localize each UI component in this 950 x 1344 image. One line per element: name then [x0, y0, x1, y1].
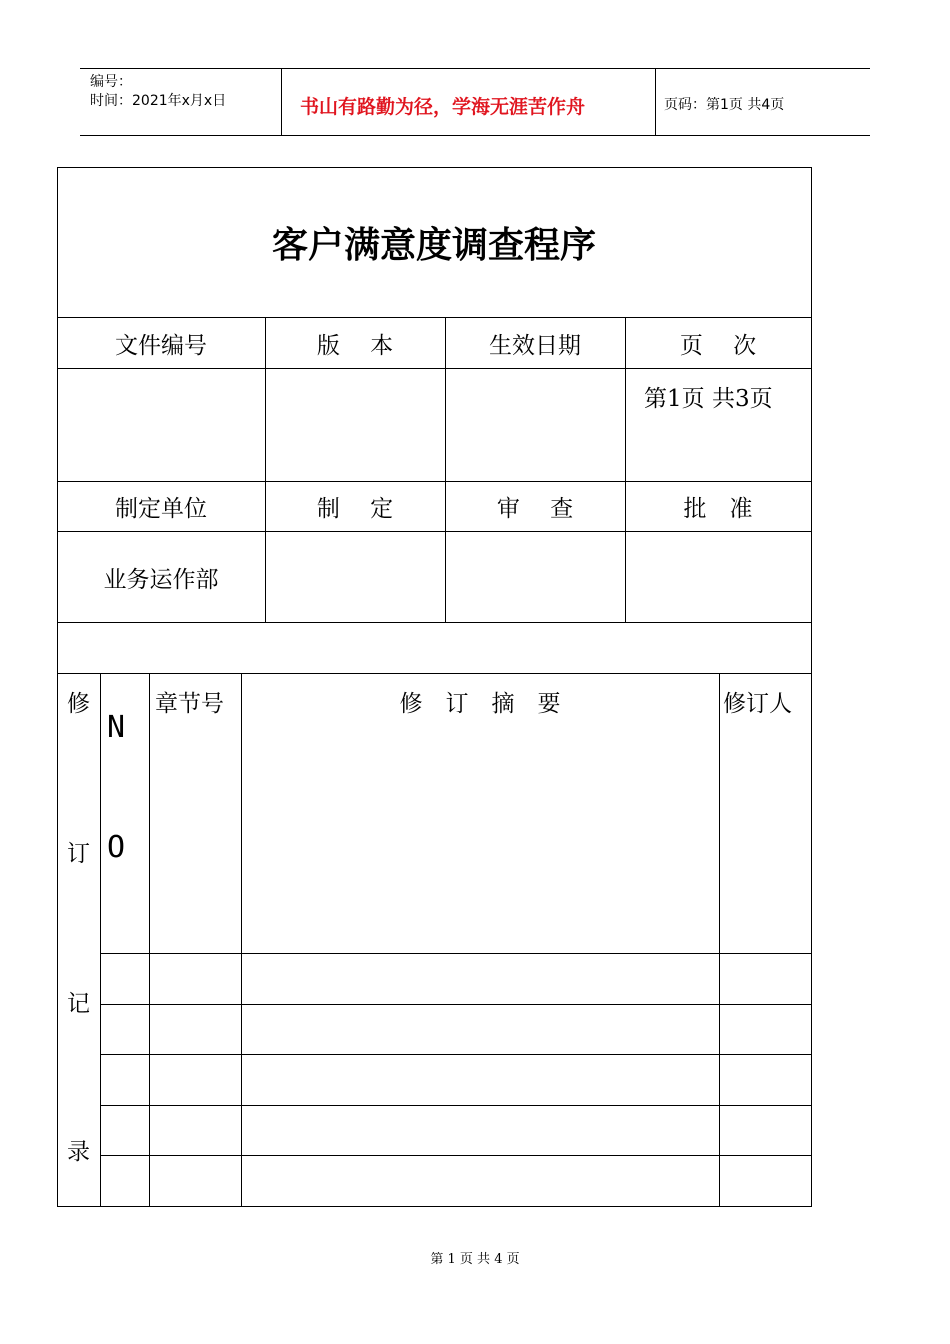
- form-rule: [100, 1155, 811, 1156]
- revision-col-reviser: 修订人: [723, 691, 792, 717]
- form-rule: [57, 368, 811, 369]
- form-rule: [57, 673, 811, 674]
- revision-col-divider: [241, 673, 242, 1206]
- form-rule: [100, 1105, 811, 1106]
- department-value: 业务运作部: [103, 566, 219, 593]
- page-footer: 第 1 页 共 4 页: [430, 1252, 520, 1267]
- form-rule: [100, 1054, 811, 1055]
- revision-side-label: 记: [67, 991, 90, 1017]
- form-rule: [100, 1004, 811, 1005]
- revision-col-chapter: 章节号: [155, 691, 224, 717]
- revision-side-label: 订: [67, 841, 90, 867]
- header-time-label: 时间：2021年x月x日: [90, 93, 227, 109]
- approval-header-prepared: 制 定: [316, 496, 394, 522]
- approval-header-department: 制定单位: [115, 496, 207, 522]
- revision-col-divider: [100, 673, 101, 1206]
- header-number-label: 编号：: [90, 74, 132, 90]
- revision-side-label: 录: [67, 1139, 90, 1165]
- header-bottom-rule: [80, 135, 870, 136]
- header-motto: 书山有路勤为径，学海无涯苦作舟: [300, 96, 586, 118]
- info-header-page-count: 页 次: [679, 332, 757, 359]
- approval-header-reviewed: 审 查: [496, 496, 574, 522]
- form-border-bottom: [57, 1206, 811, 1207]
- revision-no-label: N: [107, 710, 126, 745]
- info-header-version: 版 本: [316, 332, 394, 359]
- header-page-code: 页码：第1页 共4页: [664, 97, 785, 113]
- revision-no-label: O: [107, 830, 126, 865]
- header-top-rule: [80, 68, 870, 69]
- revision-col-summary: 修 订 摘 要: [399, 691, 561, 717]
- form-rule: [100, 953, 811, 954]
- form-rule: [57, 622, 811, 623]
- page-count-value: 第1页 共3页: [644, 386, 773, 412]
- approval-header-approved: 批 准: [683, 496, 753, 522]
- header-divider-right: [655, 68, 656, 136]
- revision-col-divider: [719, 673, 720, 1206]
- info-header-file-number: 文件编号: [115, 332, 207, 359]
- info-header-effective-date: 生效日期: [489, 332, 581, 359]
- document-title: 客户满意度调查程序: [271, 223, 596, 266]
- revision-col-divider: [149, 673, 150, 1206]
- form-border-right: [811, 167, 812, 1207]
- revision-side-label: 修: [67, 691, 90, 717]
- header-divider-left: [281, 68, 282, 136]
